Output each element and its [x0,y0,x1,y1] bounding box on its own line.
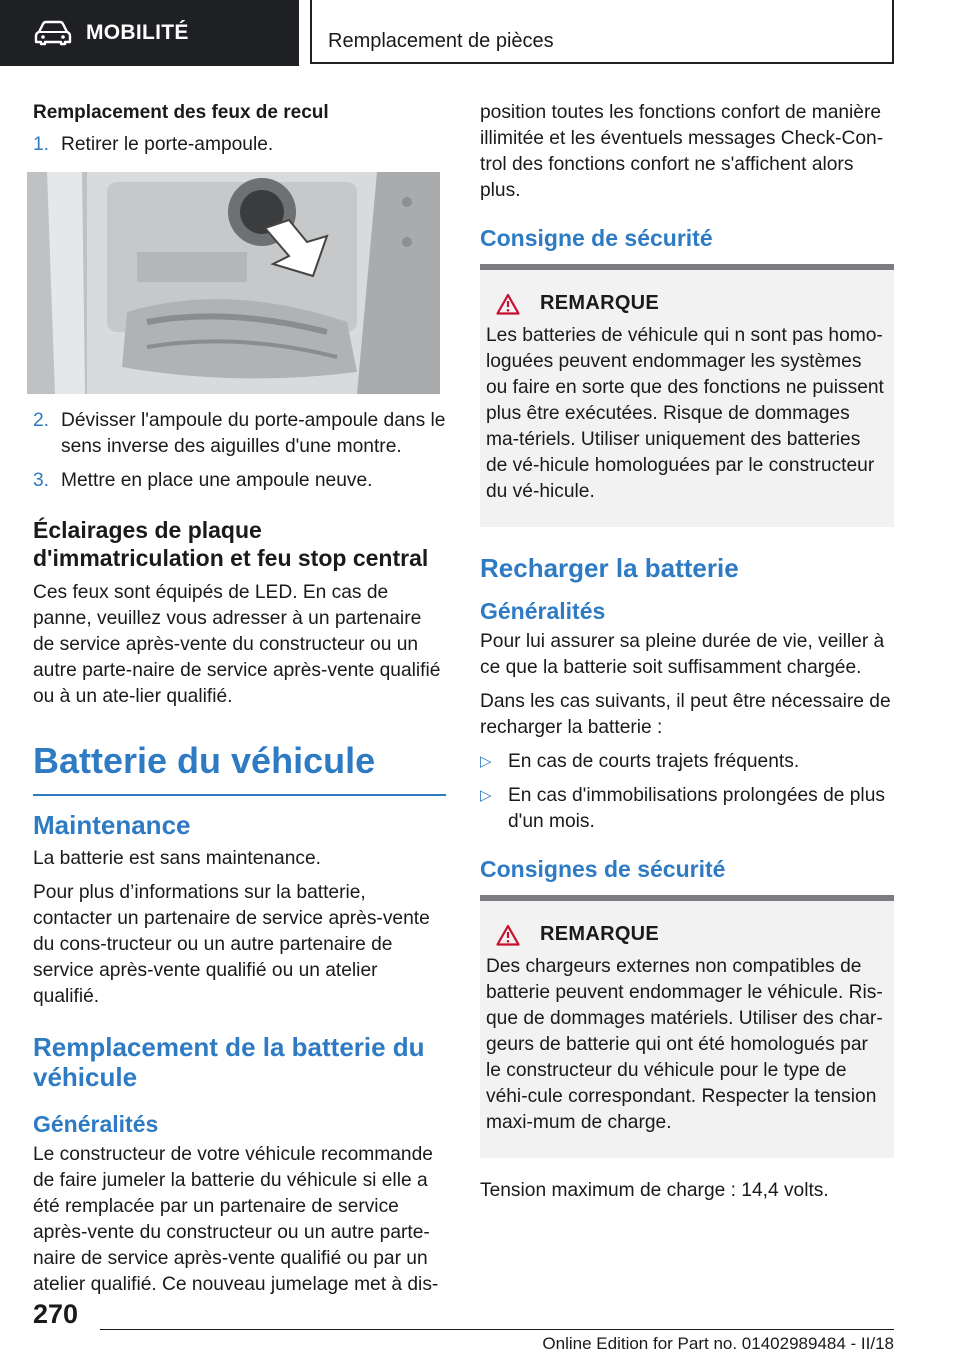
heading-maintenance: Maintenance [33,810,191,840]
paragraph-charge-1: Pour lui assurer sa pleine durée de vie, veiller à ce que la batterie soit suffisamment chargée. [480,631,885,678]
bulb-holder-photo [27,172,440,394]
warning-triangle-icon [496,924,520,946]
note-body [480,901,894,1158]
step-text: Mettre en place une ampoule neuve. [61,470,373,491]
header-chapter-title: Remplacement de pièces [328,30,554,52]
heading-general-right: Généralités [480,598,606,624]
heading-battery-replacement: Remplacement de la batterie du véhicule [33,1032,425,1092]
paragraph-plate-lights: Ces feux sont équipés de LED. En cas de panne, veuillez vous adresser à un partenaire de service après-vente du constructeur ou un autre parte-naire de service après-vente qualifié ou à un ate-lier qualifié. [33,582,441,707]
note-title: REMARQUE [540,923,660,945]
heading-vehicle-battery: Batterie du véhicule [33,740,446,796]
note-header [486,292,886,315]
note-box-1 [480,264,894,527]
step-number: 2. [33,410,50,431]
heading-safety-notes: Consignes de sécurité [480,856,726,882]
step-text: Retirer le porte-ampoule. [61,134,274,155]
bullet-text: En cas d'immobilisations prolongées de plus d'un mois. [508,785,885,832]
note-text: Des chargeurs externes non compatibles de batterie peuvent endommager le véhicule. Ris-que de dommages matériels. Utiliser des char-geurs de batterie qui ont été homologués par le constructeur du véhicule pour le type de véhi-cule correspondant. Respecter la tension maxi-mum de charge. [486,956,883,1133]
footer-divider [100,1329,894,1330]
paragraph-continued: position toutes les fonctions confort de manière illimitée et les éventuels messages Check-Con-trol des fonctions confort ne s'affichent alors plus. [480,102,884,201]
note-box-2 [480,895,894,1158]
paragraph-charge-2: Dans les cas suivants, il peut être nécessaire de recharger la batterie : [480,691,891,738]
note-text: Les batteries de véhicule qui n sont pas homo-loguées peuvent endommager les systèmes ou faire en sorte que des fonctions ne puissent plus être exécutées. Risque de dommages ma-tériels. Utiliser uniquement des batteries de vé-hicule homologuées par le constructeur du vé-hicule. [486,325,884,502]
bullet-triangle-icon: ▷ [480,787,492,804]
paragraph-maintenance-1: La batterie est sans maintenance. [33,848,321,869]
step-number: 1. [33,134,50,155]
step-number: 3. [33,470,50,491]
step-text: Dévisser l'ampoule du porte-ampoule dans le sens inverse des aiguilles d'une montre. [61,410,446,457]
paragraph-general-left: Le constructeur de votre véhicule recommande de faire jumeler la batterie du véhicule si elle a été remplacée par un partenaire de service après-vente du constructeur ou un autre parte-naire de service après-vente qualifié ou par un atelier qualifié. Ce nouveau jumelage met à dis- [33,1144,439,1295]
heading-charge-battery: Recharger la batterie [480,553,739,583]
right-column [480,100,894,1212]
header-section-tab [0,0,299,66]
page-number: 270 [33,1299,79,1329]
list-item-bullet-2 [480,783,894,835]
heading-reverse-lights: Remplacement des feux de recul [33,102,329,123]
heading-general-left: Généralités [33,1111,159,1137]
car-icon [34,20,72,46]
note-title: REMARQUE [540,292,660,314]
list-item-step-1 [33,132,446,158]
heading-safety-note: Consigne de sécurité [480,225,713,251]
paragraph-maintenance-2: Pour plus d’informations sur la batterie, contacter un partenaire de service après-vente du cons-tructeur ou un autre partenaire de service après-vente qualifié ou un atelier qualifié. [33,882,430,1007]
list-item-bullet-1 [480,749,894,775]
header-chapter-tab [310,0,894,64]
note-header [486,923,886,946]
left-column [33,100,446,1306]
footer-edition: Online Edition for Part no. 01402989484 - II/18 [542,1334,894,1353]
bullet-triangle-icon: ▷ [480,753,492,770]
note-body [480,270,894,527]
header-section-title: MOBILITÉ [86,21,189,44]
warning-triangle-icon [496,293,520,315]
list-item-step-2 [33,408,446,460]
heading-plate-lights: Éclairages de plaque d'immatriculation et feu stop central [33,517,429,571]
paragraph-voltage: Tension maximum de charge : 14,4 volts. [480,1180,829,1201]
bullet-text: En cas de courts trajets fréquents. [508,751,800,772]
list-item-step-3 [33,468,446,494]
